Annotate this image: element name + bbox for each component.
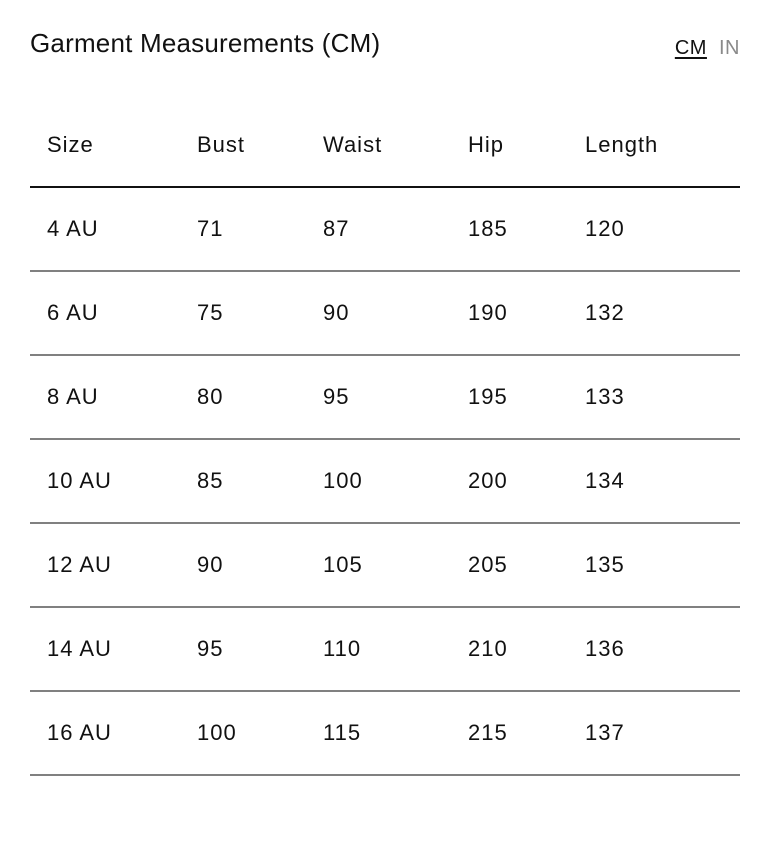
cell-bust: 71	[197, 187, 323, 271]
table-row	[30, 607, 740, 691]
cell-length: 120	[585, 187, 740, 271]
table-row	[30, 187, 740, 271]
unit-in-button[interactable]: IN	[719, 37, 740, 59]
cell-bust: 90	[197, 523, 323, 607]
cell-size: 16 AU	[30, 691, 197, 775]
table-row	[30, 271, 740, 355]
measurements-header	[30, 28, 740, 68]
cell-hip: 195	[468, 355, 585, 439]
cell-hip: 185	[468, 187, 585, 271]
unit-toggle	[675, 37, 740, 60]
cell-waist: 95	[323, 355, 468, 439]
cell-length: 134	[585, 439, 740, 523]
column-header-hip: Hip	[468, 104, 585, 187]
cell-bust: 100	[197, 691, 323, 775]
cell-length: 136	[585, 607, 740, 691]
table-row	[30, 523, 740, 607]
cell-hip: 200	[468, 439, 585, 523]
cell-hip: 215	[468, 691, 585, 775]
cell-waist: 110	[323, 607, 468, 691]
table-row	[30, 439, 740, 523]
cell-waist: 90	[323, 271, 468, 355]
cell-length: 135	[585, 523, 740, 607]
cell-size: 10 AU	[30, 439, 197, 523]
table-row	[30, 355, 740, 439]
cell-bust: 95	[197, 607, 323, 691]
cell-waist: 115	[323, 691, 468, 775]
cell-size: 12 AU	[30, 523, 197, 607]
cell-hip: 190	[468, 271, 585, 355]
cell-waist: 100	[323, 439, 468, 523]
cell-size: 14 AU	[30, 607, 197, 691]
page-title: Garment Measurements (CM)	[30, 28, 381, 58]
column-header-waist: Waist	[323, 104, 468, 187]
column-header-bust: Bust	[197, 104, 323, 187]
cell-length: 133	[585, 355, 740, 439]
cell-size: 4 AU	[30, 187, 197, 271]
cell-hip: 210	[468, 607, 585, 691]
cell-waist: 87	[323, 187, 468, 271]
unit-cm-button[interactable]: CM	[674, 37, 707, 59]
cell-bust: 85	[197, 439, 323, 523]
cell-bust: 80	[197, 355, 323, 439]
table-header-row	[30, 104, 740, 187]
cell-size: 6 AU	[30, 271, 197, 355]
cell-waist: 105	[323, 523, 468, 607]
table-row	[30, 691, 740, 775]
column-header-length: Length	[585, 104, 740, 187]
cell-hip: 205	[468, 523, 585, 607]
cell-length: 137	[585, 691, 740, 775]
column-header-size: Size	[30, 104, 197, 187]
size-chart-table	[30, 104, 740, 776]
cell-size: 8 AU	[30, 355, 197, 439]
cell-length: 132	[585, 271, 740, 355]
cell-bust: 75	[197, 271, 323, 355]
